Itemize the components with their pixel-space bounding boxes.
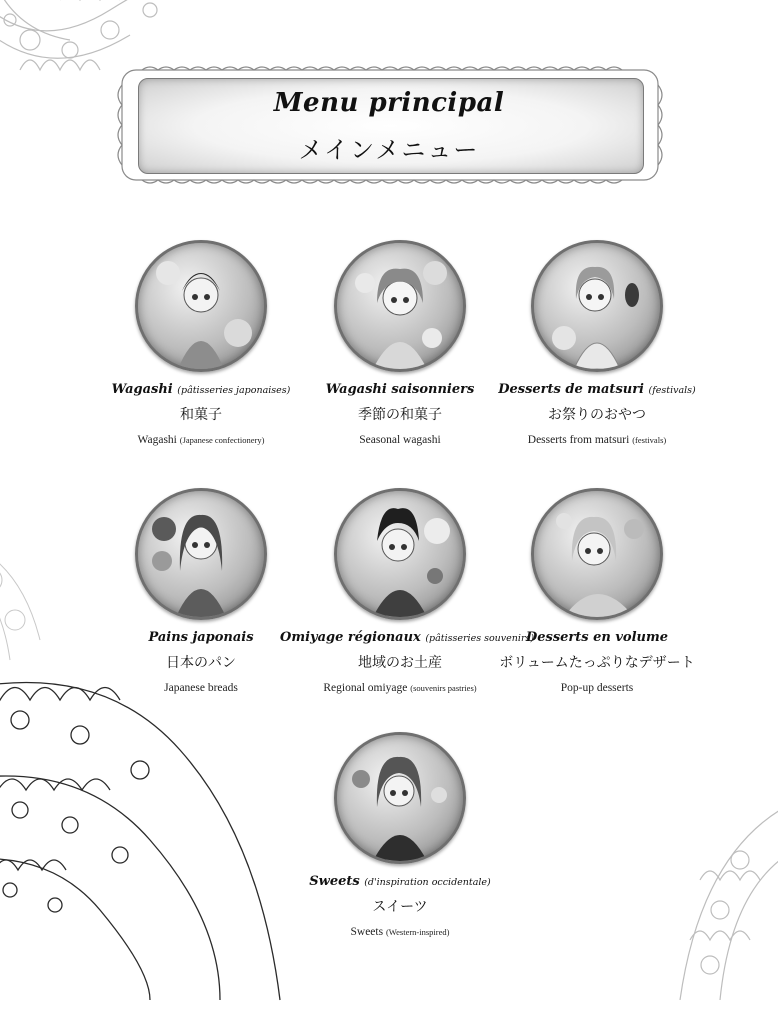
item-title-english: Pop-up desserts xyxy=(560,682,634,694)
menu-item-sweets[interactable] xyxy=(280,732,520,938)
item-title-english-note: (Western-inspired) xyxy=(385,927,450,937)
item-title-english: Desserts from matsuri xyxy=(527,434,630,446)
item-title-english: Regional omiyage xyxy=(323,682,408,694)
menu-item-volume-desserts[interactable] xyxy=(477,488,717,694)
title-banner xyxy=(112,66,668,184)
item-title-japanese: スイーツ xyxy=(372,899,428,915)
lace-ornament-bottom-right xyxy=(640,800,778,1000)
item-title-japanese: お祭りのおやつ xyxy=(548,407,646,423)
item-title-french: Pains japonais xyxy=(148,630,254,645)
item-title-french: Wagashi saisonniers xyxy=(325,382,475,397)
item-title-english: Wagashi xyxy=(137,434,177,446)
sweets-illustration xyxy=(334,732,466,864)
item-title-english-note: (souvenirs pastries) xyxy=(410,683,477,693)
seasonal-wagashi-illustration xyxy=(334,240,466,372)
item-title-french-note: (festivals) xyxy=(648,385,696,396)
menu-item-matsuri-desserts[interactable] xyxy=(477,240,717,446)
item-title-french: Desserts en volume xyxy=(525,630,669,645)
matsuri-desserts-illustration xyxy=(531,240,663,372)
item-title-french: Desserts de matsuri xyxy=(498,382,644,397)
item-title-japanese: 日本のパン xyxy=(166,655,236,671)
item-title-japanese: 季節の和菓子 xyxy=(358,407,442,423)
item-title-english-note: (festivals) xyxy=(632,435,667,445)
item-title-japanese: 和菓子 xyxy=(180,407,222,423)
item-title-english: Japanese breads xyxy=(164,682,238,694)
item-title-french-note: (d'inspiration occidentale) xyxy=(364,877,491,888)
item-title-french: Omiyage régionaux xyxy=(280,630,421,645)
volume-desserts-illustration xyxy=(531,488,663,620)
regional-omiyage-illustration xyxy=(334,488,466,620)
wagashi-illustration xyxy=(135,240,267,372)
item-title-french: Wagashi xyxy=(111,382,173,397)
item-title-english-note: (Japanese confectionery) xyxy=(179,435,265,445)
page-title-japanese: メインメニュー xyxy=(298,136,480,164)
item-title-japanese: ボリュームたっぷりなデザート xyxy=(499,655,695,671)
japanese-breads-illustration xyxy=(135,488,267,620)
item-title-french: Sweets xyxy=(309,874,360,889)
item-title-french-note: (pâtisseries souvenirs) xyxy=(425,633,535,644)
item-title-english: Sweets xyxy=(350,926,384,938)
item-title-japanese: 地域のお土産 xyxy=(358,655,442,671)
item-title-french-note: (pâtisseries japonaises) xyxy=(177,385,291,396)
page-title-french: Menu principal xyxy=(273,88,505,118)
item-title-english: Seasonal wagashi xyxy=(359,434,441,446)
